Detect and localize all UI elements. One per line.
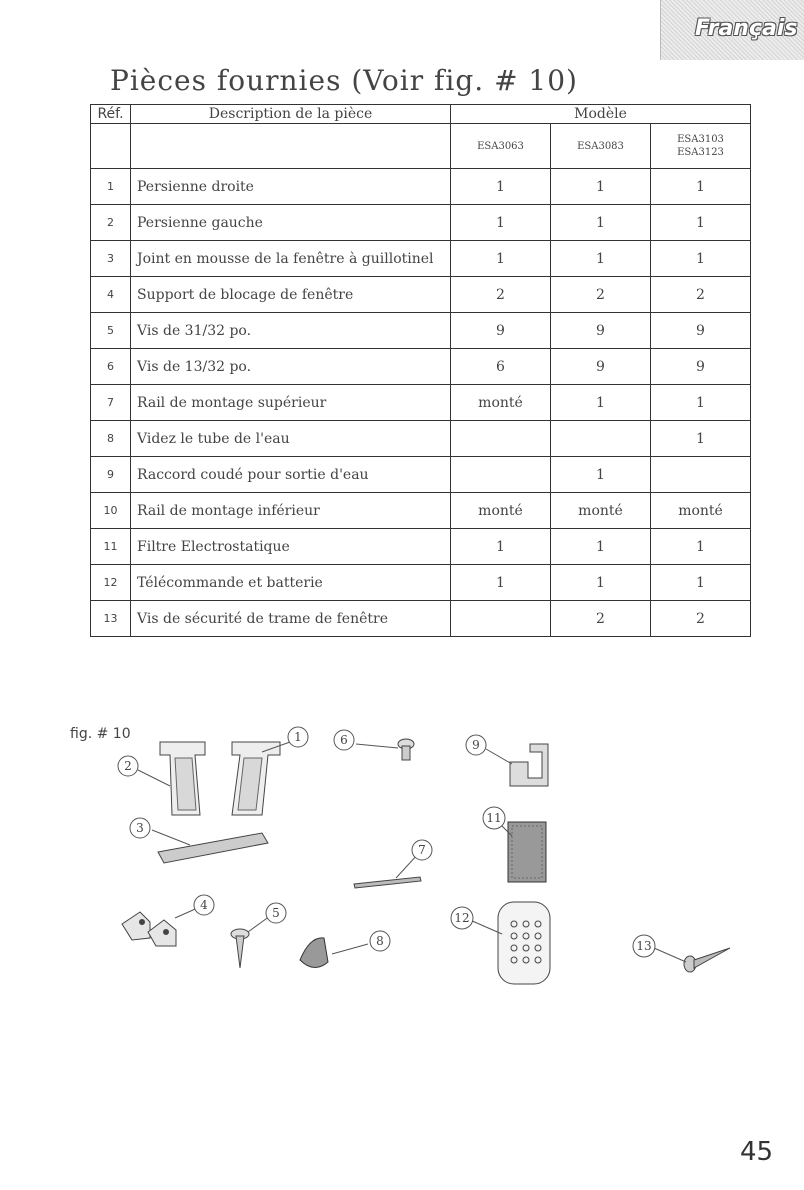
- callout-7: [412, 840, 432, 860]
- row-qty-esa3103-esa3123: 1: [651, 205, 751, 241]
- row-qty-esa3103-esa3123: 9: [651, 349, 751, 385]
- callout-6: [334, 730, 354, 750]
- callout-9: [466, 735, 486, 755]
- row-qty-esa3103-esa3123: 1: [651, 529, 751, 565]
- row-qty-esa3083: 1: [551, 241, 651, 277]
- row-qty-esa3063: 1: [451, 565, 551, 601]
- row-ref: 10: [91, 493, 131, 529]
- model-row-blank-ref: [91, 124, 131, 169]
- row-qty-esa3063: 1: [451, 241, 551, 277]
- row-qty-esa3063: 1: [451, 529, 551, 565]
- model-esa3063: ESA3063: [451, 124, 551, 169]
- row-ref: 11: [91, 529, 131, 565]
- row-ref: 2: [91, 205, 131, 241]
- callout-9-label: 9: [472, 738, 480, 752]
- row-ref: 5: [91, 313, 131, 349]
- security-screw-drawing: [684, 948, 730, 972]
- model-esa3083: ESA3083: [551, 124, 651, 169]
- row-qty-esa3063: [451, 421, 551, 457]
- row-qty-esa3083: 1: [551, 385, 651, 421]
- row-qty-esa3083: [551, 421, 651, 457]
- table-row: [91, 241, 751, 277]
- window-lock-brackets-drawing: [122, 912, 176, 946]
- row-qty-esa3083: 1: [551, 529, 651, 565]
- row-qty-esa3103-esa3123: [651, 457, 751, 493]
- callout-2-label: 2: [124, 759, 132, 773]
- callout-3: [130, 818, 150, 838]
- table-row: [91, 421, 751, 457]
- language-tab: [660, 0, 804, 60]
- model-row: [91, 124, 751, 169]
- row-qty-esa3063: monté: [451, 385, 551, 421]
- row-description: Vis de 31/32 po.: [131, 313, 451, 349]
- louvers-drawing: [160, 742, 280, 815]
- parts-table: [90, 104, 751, 637]
- table-row: [91, 601, 751, 637]
- row-qty-esa3103-esa3123: 2: [651, 601, 751, 637]
- callout-4: [194, 895, 214, 915]
- parts-table-body: [91, 105, 751, 637]
- row-qty-esa3103-esa3123: 2: [651, 277, 751, 313]
- row-qty-esa3063: 9: [451, 313, 551, 349]
- row-ref: 9: [91, 457, 131, 493]
- table-row: [91, 565, 751, 601]
- row-qty-esa3103-esa3123: 1: [651, 565, 751, 601]
- page-title: Pièces fournies (Voir fig. # 10): [110, 64, 578, 97]
- callout-1-label: 1: [294, 730, 302, 744]
- row-ref: 6: [91, 349, 131, 385]
- row-description: Persienne droite: [131, 169, 451, 205]
- callout-11: [483, 807, 505, 829]
- row-description: Télécommande et batterie: [131, 565, 451, 601]
- row-qty-esa3103-esa3123: 1: [651, 169, 751, 205]
- callout-13-label: 13: [636, 939, 652, 953]
- table-row: [91, 169, 751, 205]
- callout-12: [451, 907, 473, 929]
- parts-illustration: [0, 700, 804, 1030]
- row-qty-esa3083: 1: [551, 457, 651, 493]
- callout-7-label: 7: [418, 843, 426, 857]
- row-qty-esa3103-esa3123: 1: [651, 241, 751, 277]
- language-label: Français: [695, 16, 798, 41]
- remote-drawing: [498, 902, 550, 984]
- row-qty-esa3103-esa3123: 1: [651, 385, 751, 421]
- page-number: 45: [740, 1137, 774, 1167]
- row-qty-esa3083: monté: [551, 493, 651, 529]
- row-description: Rail de montage inférieur: [131, 493, 451, 529]
- header-row: [91, 105, 751, 124]
- figure-label: fig. # 10: [70, 726, 131, 742]
- row-description: Joint en mousse de la fenêtre à guillotinel: [131, 241, 451, 277]
- foam-seal-drawing: [158, 833, 268, 863]
- row-qty-esa3083: 2: [551, 601, 651, 637]
- row-qty-esa3063: [451, 601, 551, 637]
- row-description: Rail de montage supérieur: [131, 385, 451, 421]
- row-description: Support de blocage de fenêtre: [131, 277, 451, 313]
- table-row: [91, 205, 751, 241]
- drain-elbow-drawing: [510, 744, 548, 786]
- row-description: Vis de sécurité de trame de fenêtre: [131, 601, 451, 637]
- row-ref: 7: [91, 385, 131, 421]
- top-rail-drawing: [354, 877, 421, 888]
- row-ref: 3: [91, 241, 131, 277]
- table-row: [91, 493, 751, 529]
- callout-3-label: 3: [136, 821, 144, 835]
- table-row: [91, 277, 751, 313]
- row-ref: 1: [91, 169, 131, 205]
- row-qty-esa3083: 9: [551, 313, 651, 349]
- row-description: Persienne gauche: [131, 205, 451, 241]
- row-qty-esa3083: 1: [551, 169, 651, 205]
- header-ref: Réf.: [91, 105, 131, 124]
- callout-5-label: 5: [272, 906, 280, 920]
- model-esa3103-esa3123: ESA3103 ESA3123: [651, 124, 751, 169]
- table-row: [91, 313, 751, 349]
- row-qty-esa3083: 1: [551, 565, 651, 601]
- row-qty-esa3103-esa3123: monté: [651, 493, 751, 529]
- header-model: Modèle: [451, 105, 751, 124]
- row-qty-esa3103-esa3123: 1: [651, 421, 751, 457]
- row-qty-esa3063: 1: [451, 205, 551, 241]
- callout-8-label: 8: [376, 934, 384, 948]
- row-qty-esa3083: 9: [551, 349, 651, 385]
- table-row: [91, 529, 751, 565]
- callout-11-label: 11: [486, 811, 502, 825]
- row-qty-esa3083: 1: [551, 205, 651, 241]
- callout-1: [288, 727, 308, 747]
- row-qty-esa3083: 2: [551, 277, 651, 313]
- callout-8: [370, 931, 390, 951]
- callout-6-label: 6: [340, 733, 348, 747]
- row-description: Raccord coudé pour sortie d'eau: [131, 457, 451, 493]
- long-screw-drawing: [231, 929, 249, 968]
- row-qty-esa3063: 6: [451, 349, 551, 385]
- table-row: [91, 349, 751, 385]
- row-ref: 12: [91, 565, 131, 601]
- row-qty-esa3103-esa3123: 9: [651, 313, 751, 349]
- drain-tube-drawing: [300, 938, 328, 968]
- row-ref: 4: [91, 277, 131, 313]
- short-screw-drawing: [398, 739, 414, 760]
- callout-13: [633, 935, 655, 957]
- row-ref: 13: [91, 601, 131, 637]
- row-description: Filtre Electrostatique: [131, 529, 451, 565]
- callout-2: [118, 756, 138, 776]
- callout-5: [266, 903, 286, 923]
- model-row-blank-desc: [131, 124, 451, 169]
- table-row: [91, 457, 751, 493]
- header-description: Description de la pièce: [131, 105, 451, 124]
- row-description: Vis de 13/32 po.: [131, 349, 451, 385]
- row-qty-esa3063: 1: [451, 169, 551, 205]
- filter-drawing: [508, 822, 546, 882]
- callout-4-label: 4: [200, 898, 208, 912]
- row-ref: 8: [91, 421, 131, 457]
- table-row: [91, 385, 751, 421]
- row-qty-esa3063: [451, 457, 551, 493]
- row-qty-esa3063: 2: [451, 277, 551, 313]
- callout-12-label: 12: [454, 911, 470, 925]
- row-description: Videz le tube de l'eau: [131, 421, 451, 457]
- row-qty-esa3063: monté: [451, 493, 551, 529]
